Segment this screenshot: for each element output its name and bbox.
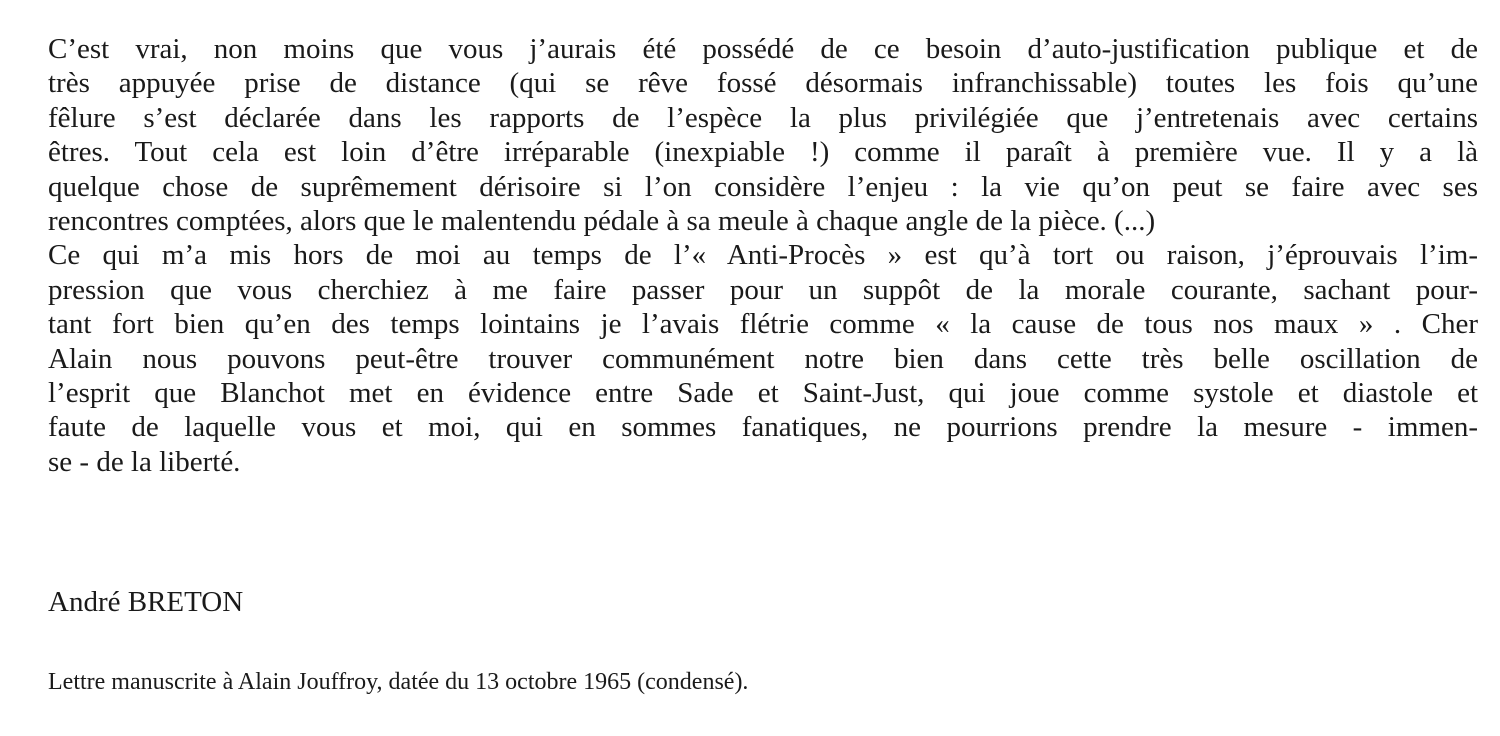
letter-line: quelque chose de suprêmement dérisoire si l’on considère l’enjeu : la vie qu’on peut se faire avec ses: [48, 170, 1478, 203]
letter-line: faute de laquelle vous et moi, qui en sommes fanatiques, ne pourrions prendre la mesure - immen-: [48, 411, 1478, 444]
letter-line: C’est vrai, non moins que vous j’aurais été possédé de ce besoin d’auto-justification publique et de: [48, 33, 1478, 65]
letter-line: rencontres comptées, alors que le malentendu pédale à sa meule à chaque angle de la pièce. (...): [48, 205, 1156, 238]
letter-line: Alain nous pouvons peut-être trouver communément notre bien dans cette très belle oscillation de: [48, 342, 1478, 375]
letter-signature: André BRETON: [48, 586, 244, 618]
letter-line: tant fort bien qu’en des temps lointains je l’avais flétrie comme « la cause de tous nos maux » . Cher: [48, 308, 1478, 341]
letter-line: très appuyée prise de distance (qui se rêve fossé désormais infranchissable) toutes les fois qu’une: [48, 67, 1478, 100]
source-caption: Lettre manuscrite à Alain Jouffroy, datée du 13 octobre 1965 (condensé).: [48, 669, 749, 695]
letter-body: [48, 32, 1478, 479]
letter-line: se - de la liberté.: [48, 445, 241, 478]
letter-line: l’esprit que Blanchot met en évidence entre Sade et Saint-Just, qui joue comme systole et diastole et: [48, 377, 1478, 410]
letter-line: Ce qui m’a mis hors de moi au temps de l’« Anti-Procès » est qu’à tort ou raison, j’éprouvais l’im-: [48, 239, 1478, 272]
letter-line: fêlure s’est déclarée dans les rapports de l’espèce la plus privilégiée que j’entretenais avec certains: [48, 101, 1478, 134]
letter-line: pression que vous cherchiez à me faire passer pour un suppôt de la morale courante, sachant pour-: [48, 273, 1478, 306]
letter-line: êtres. Tout cela est loin d’être irréparable (inexpiable !) comme il paraît à première vue. Il y a là: [48, 136, 1478, 169]
